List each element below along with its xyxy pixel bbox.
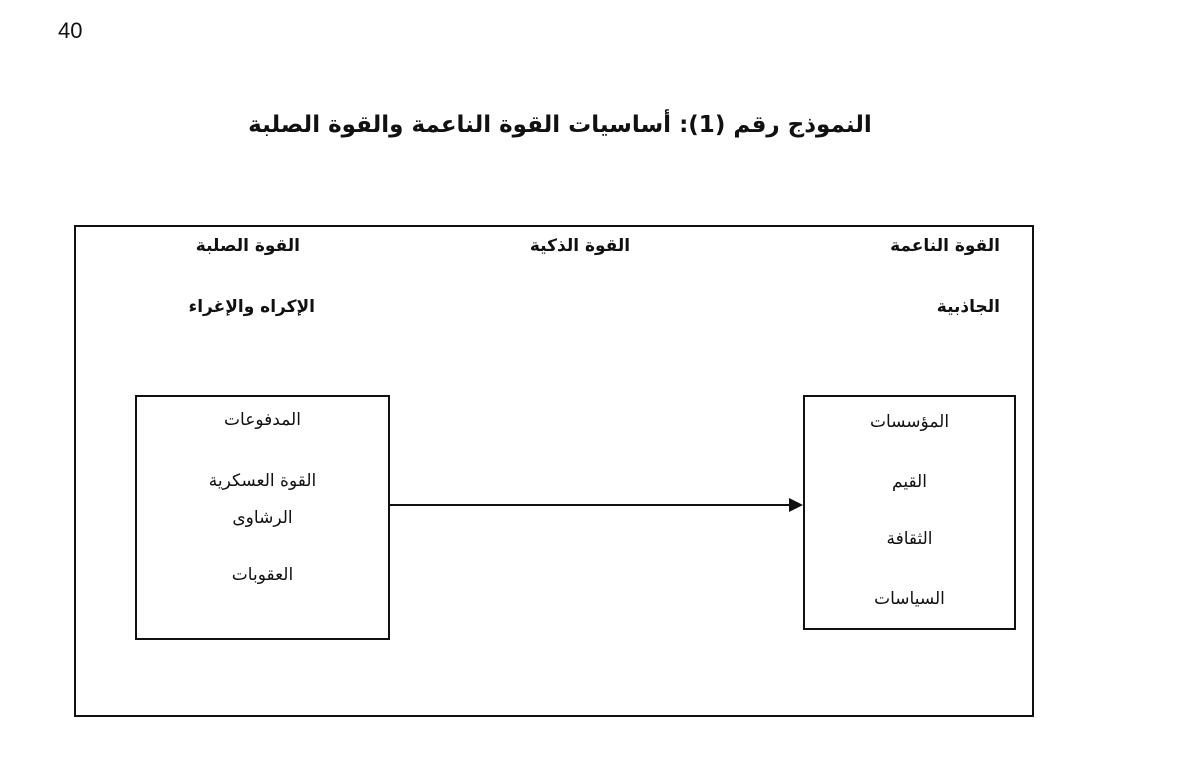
- soft-power-item-values: القيم: [892, 472, 927, 492]
- heading-smart-power: القوة الذكية: [529, 236, 631, 256]
- hard-power-box: [135, 395, 390, 640]
- heading-hard-power: القوة الصلبة: [195, 236, 300, 256]
- heading-attraction: الجاذبية: [936, 297, 1000, 317]
- hard-power-item-military: القوة العسكرية: [208, 471, 317, 491]
- hard-power-item-payments: المدفوعات: [224, 410, 301, 430]
- hard-power-item-sanctions: العقوبات: [231, 565, 294, 585]
- figure-title: النموذج رقم (1): أساسيات القوة الناعمة والقوة الصلبة: [248, 112, 872, 138]
- soft-power-box: [803, 395, 1016, 630]
- heading-coercion-inducement: الإكراه والإغراء: [188, 297, 315, 317]
- soft-power-item-institutions: المؤسسات: [869, 412, 950, 432]
- soft-power-item-culture: الثقافة: [886, 529, 933, 549]
- hard-power-item-bribes: الرشاوى: [232, 508, 293, 528]
- page-number: 40: [58, 18, 83, 43]
- heading-soft-power: القوة الناعمة: [890, 236, 1000, 256]
- soft-power-item-policies: السياسات: [874, 589, 945, 609]
